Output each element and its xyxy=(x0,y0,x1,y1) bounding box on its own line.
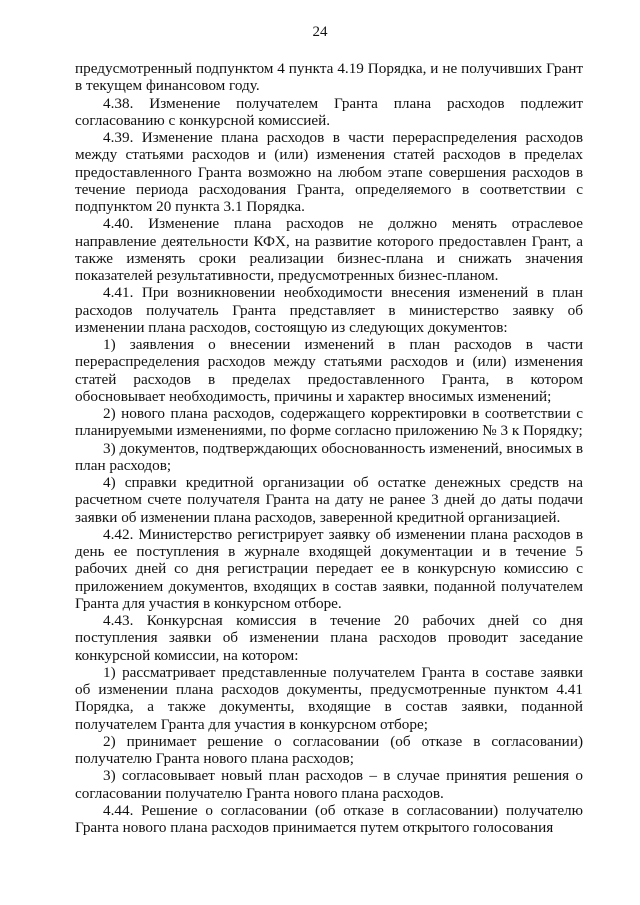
paragraph-continuation: предусмотренный подпунктом 4 пункта 4.19 Порядка, и не получивших Грант в текущем финансовом году. xyxy=(75,60,583,95)
paragraph-4-42: 4.42. Министерство регистрирует заявку об изменении плана расходов в день ее поступления в журнале входящей документации и в течение 5 рабочих дней со дня регистрации передает ее в конкурсную комиссию с приложением документов, входящих в состав заявки, поданной получателем Гранта для участия в конкурсном отборе. xyxy=(75,525,583,612)
paragraph-4-39: 4.39. Изменение плана расходов в части перераспределения расходов между статьями расходов и (или) изменения статей расходов в пределах предоставленного Гранта возможно на любом этапе совершения расходов в течение периода расходования Гранта, определяемого в соответствии с подпунктом 20 пункта 3.1 Порядка. xyxy=(75,129,583,215)
paragraph-4-38: 4.38. Изменение получателем Гранта плана расходов подлежит согласованию с конкурсной комиссией. xyxy=(75,94,583,129)
list-item-4-43-3: 3) согласовывает новый план расходов – в случае принятия решения о согласовании получателю Гранта нового плана расходов. xyxy=(75,767,583,802)
list-item-4-41-2: 2) нового плана расходов, содержащего корректировки в соответствии с планируемыми изменениями, по форме согласно приложению № 3 к Порядку; xyxy=(75,405,583,440)
list-item-4-41-3: 3) документов, подтверждающих обоснованность изменений, вносимых в план расходов; xyxy=(75,439,583,474)
paragraph-4-40: 4.40. Изменение плана расходов не должно менять отраслевое направление деятельности КФХ, на развитие которого предоставлен Грант, а также изменять сроки реализации бизнес-плана и снижать значения показателей результативности, предусмотренных бизнес-планом. xyxy=(75,215,583,284)
paragraph-4-44: 4.44. Решение о согласовании (об отказе в согласовании) получателю Гранта нового плана расходов принимается путем открытого голосования xyxy=(75,801,583,836)
list-item-4-41-4: 4) справки кредитной организации об остатке денежных средств на расчетном счете получателя Гранта на дату не ранее 3 дней до даты подачи заявки об изменении плана расходов, заверенной кредитной организацией. xyxy=(75,474,583,526)
list-item-4-43-2: 2) принимает решение о согласовании (об отказе в согласовании) получателю Гранта нового плана расходов; xyxy=(75,732,583,767)
list-item-4-43-1: 1) рассматривает представленные получателем Гранта в составе заявки об изменении плана расходов документы, предусмотренные пунктом 4.41 Порядка, а также документы, входящие в состав заявки, поданной получателем Гранта для участия в конкурсном отборе; xyxy=(75,663,583,733)
page-number: 24 xyxy=(312,24,328,40)
document-body xyxy=(75,60,583,836)
list-item-4-41-1: 1) заявления о внесении изменений в план расходов в части перераспределения расходов между статьями расходов и (или) изменения статей расходов в пределах предоставленного Гранта, в котором обосновывает необходимость, причины и характер вносимых изменений; xyxy=(75,336,583,405)
paragraph-4-41: 4.41. При возникновении необходимости внесения изменений в план расходов получатель Гранта представляет в министерство заявку об изменении плана расходов, состоящую из следующих документов: xyxy=(75,284,583,336)
paragraph-4-43: 4.43. Конкурсная комиссия в течение 20 рабочих дней со дня поступления заявки об изменении плана расходов проводит заседание конкурсной комиссии, на котором: xyxy=(75,612,583,664)
